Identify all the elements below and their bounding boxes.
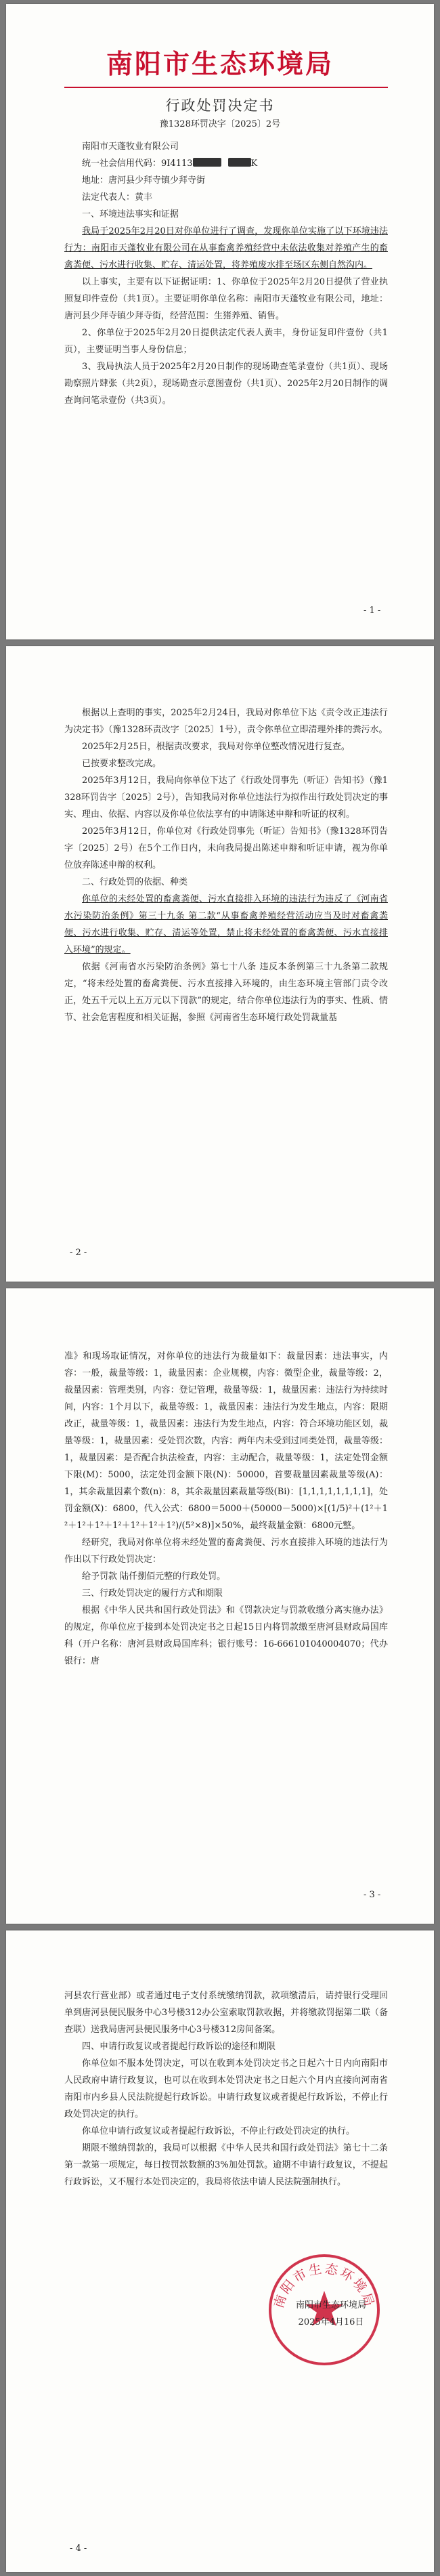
- party-name: 南阳市天蓬牧业有限公司: [82, 142, 179, 152]
- signing-organization: 南阳市生态环境局: [295, 2300, 366, 2310]
- page-1-body: [64, 138, 388, 409]
- page-2-body: [64, 704, 388, 1026]
- paragraph: 准》和现场取证情况，对你单位的违法行为裁量如下：裁量因素：违法事实，内容：一般，裁量等级：1，裁量因素：企业规模，内容：微型企业，裁量等级：2，裁量因素：管理类别，内容：登记管理，裁量等级：1，裁量因素：违法行为持续时间，内容：1个月以下，裁量等级：1，裁量因素：违法行为发生地点，内容：限期改正，裁量等级：1，裁量因素：违法行为发生地点，内容：符合环境功能区划，裁量等级：1，裁量因素：受处罚次数，内容：两年内未受到过同类处罚，裁量等级：1，裁量因素：是否配合执法检查，内容：主动配合，裁量等级：1，法定处罚金额下限(M)：5000，法定处罚金额下限(N)：50000，首要裁量因素裁量等级(A)：1，其余裁量因素个数(n)：8，其余裁量因素裁量等级(Bi)：[1,1,1,1,1,1,1,1]，处罚金额(X)：6800，代入公式：6800＝5000＋(50000－5000)×[(1/5)²＋(1²＋1²＋1²＋1²＋1²＋1²＋1²＋1²)/(5²×8)]×50%，最终裁量金额：6800元整。: [64, 1351, 388, 1531]
- party-legal-rep: 法定代表人：黄丰: [82, 192, 153, 203]
- paragraph: 给予罚款 陆仟捌佰元整的行政处罚。: [82, 1571, 226, 1582]
- section-1-heading: 一、环境违法事实和证据: [82, 209, 179, 219]
- document-page-4: [6, 1930, 434, 2572]
- page-3-body: [64, 1348, 388, 1670]
- section-1-paragraph: 2、你单位于2025年2月20日提供法定代表人黄丰，身份证复印件壹份（共1页），主要证明当事人身份信息；: [64, 328, 388, 355]
- document-page-2: [6, 646, 434, 1282]
- section-1-paragraph: 3、我局执法人员于2025年2月20日制作的现场勘查笔录壹份（共1页）、现场勘察照片肆张（共2页），现场勘查示意图壹份（共1页）、2025年2月20日制作的调查询问笔录壹份（共3页）。: [64, 362, 388, 406]
- page-number: - 3 -: [364, 1890, 381, 1900]
- bureau-title: 南阳市生态环境局: [106, 49, 334, 80]
- paragraph: 根据以上查明的事实，2025年2月24日，我局对你单位下达《责令改正违法行为决定书》（豫1328环责改字〔2025〕1号），责令你单位立即清理外排的粪污水。: [64, 708, 388, 735]
- section-4-paragraph: 期限不缴纳罚款的，我局可以根据《中华人民共和国行政处罚法》第七十二条第一款第一项规定，每日按罚款数额的3%加处罚款。逾期不申请行政复议，不提起行政诉讼，又不履行本处罚决定的，我局将依法申请人民法院强制执行。: [64, 2143, 388, 2187]
- document-title: 行政处罚决定书: [165, 98, 275, 114]
- section-1-paragraph: 我局于2025年2月20日对你单位进行了调查，发现你单位实施了以下环境违法行为：南阳市天蓬牧业有限公司在从事畜禽养殖经营中未依法收集对养殖产生的畜禽粪便、污水进行收集、贮存、清运处置，将养殖废水排至场区东侧自然沟内。: [64, 226, 388, 270]
- paragraph: 2025年3月12日，你单位对《行政处罚事先（听证）告知书》（豫1328环罚告字〔2025〕2号）在5个工作日内，未向我局提出陈述申辩和听证申请，视为你单位放弃陈述申辩的权利。: [64, 826, 388, 870]
- page-number: - 4 -: [70, 2543, 87, 2554]
- paragraph: 经研究，我局对你单位将未经处置的畜禽粪便、污水直接排入环境的违法行为作出以下行政处罚决定：: [64, 1538, 388, 1565]
- section-3-heading: 三、行政处罚决定的履行方式和期限: [82, 1588, 223, 1599]
- paragraph: 河县农行营业部）或者通过电子支付系统缴纳罚款，款项缴清后，请持银行受理回单到唐河县便民服务中心3号楼312办公室索取罚款收据，并将缴款罚据第二联（备查联）送我局唐河县便民服务中心3号楼312房间备案。: [64, 1991, 388, 2035]
- section-4-paragraph: 你单位申请行政复议或者提起行政诉讼，不停止行政处罚决定的执行。: [82, 2126, 355, 2136]
- page-number: - 1 -: [364, 606, 381, 616]
- paragraph: 已按要求整改完成。: [82, 759, 162, 769]
- section-2-paragraph: 依据《河南省水污染防治条例》第七十八条 违反本条例第三十九条第二款规定，“将未经处置的畜禽粪便、污水直接排入环境的，由生态环境主管部门责令改正，处五千元以上五万元以下罚款”的规定，结合你单位违法行为的事实、性质、情节、社会危害程度和相关证据，参照《河南省生态环境行政处罚裁量基: [64, 962, 388, 1023]
- page-number: - 2 -: [70, 1248, 87, 1258]
- page-4-body: [64, 1987, 388, 2191]
- paragraph: 2025年3月12日，我局向你单位下达了《行政处罚事先（听证）告知书》（豫1328环罚告字〔2025〕2号），告知我局对你单位违法行为拟作出行政处罚决定的事实、理由、依据、内容以及你单位依法享有的申请陈述申辩和听证的权利。: [64, 776, 388, 820]
- red-divider-line: [64, 87, 388, 88]
- party-credit-code: 统一社会信用代码：9I4113 K: [82, 159, 258, 169]
- document-number: 豫1328环罚决字〔2025〕2号: [159, 119, 281, 129]
- document-page-1: [6, 4, 434, 639]
- svg-text:南阳市生态环境局: 南阳市生态环境局: [271, 2261, 378, 2310]
- section-1-paragraph: 以上事实，主要有以下证据证明：1、你单位于2025年2月20日提供了营业执照复印件壹份（共1页）。主要证明你单位名称：南阳市天蓬牧业有限公司，地址：唐河县少拜寺镇少拜寺街，经营范围：生猪养殖、销售。: [64, 277, 388, 321]
- party-address: 地址：唐河县少拜寺镇少拜寺街: [82, 175, 206, 186]
- paragraph: 2025年2月25日，根据责改要求，我局对你单位整改情况进行复查。: [82, 742, 350, 752]
- section-4-paragraph: 你单位如不服本处罚决定，可以在收到本处罚决定书之日起六十日内向南阳市人民政府申请行政复议，也可以在收到本处罚决定书之日起六个月内直接向河南省南阳市内乡县人民法院提起行政诉讼。申请行政复议或者提起行政诉讼，不停止行政处罚决定的执行。: [64, 2058, 388, 2119]
- signing-date: 2025年4月16日: [298, 2317, 364, 2327]
- section-4-heading: 四、申请行政复议或者提起行政诉讼的途径和期限: [82, 2042, 276, 2052]
- section-3-paragraph: 根据《中华人民共和国行政处罚法》和《罚款决定与罚款收缴分离实施办法》的规定，你单位应于接到本处罚决定书之日起15日内将罚款缴至唐河县财政局国库科（开户名称：唐河县财政局国库科；银行账号：16-666101040004070；代办银行：唐: [64, 1605, 388, 1666]
- document-page-3: [6, 1288, 434, 1924]
- signature-block: [277, 2297, 385, 2331]
- section-2-paragraph: 你单位的未经处置的畜禽粪便、污水直接排入环境的违法行为违反了《河南省水污染防治条例》第三十九条 第二款“从事畜禽养殖经营活动应当及时对畜禽粪便、污水进行收集、贮存、清运等处置，禁止将未经处置的畜禽粪便、污水直接排入环境”的规定。: [64, 894, 388, 955]
- redacted-block: [193, 158, 221, 167]
- section-2-heading: 二、行政处罚的依据、种类: [82, 877, 188, 887]
- redacted-block: [228, 158, 251, 167]
